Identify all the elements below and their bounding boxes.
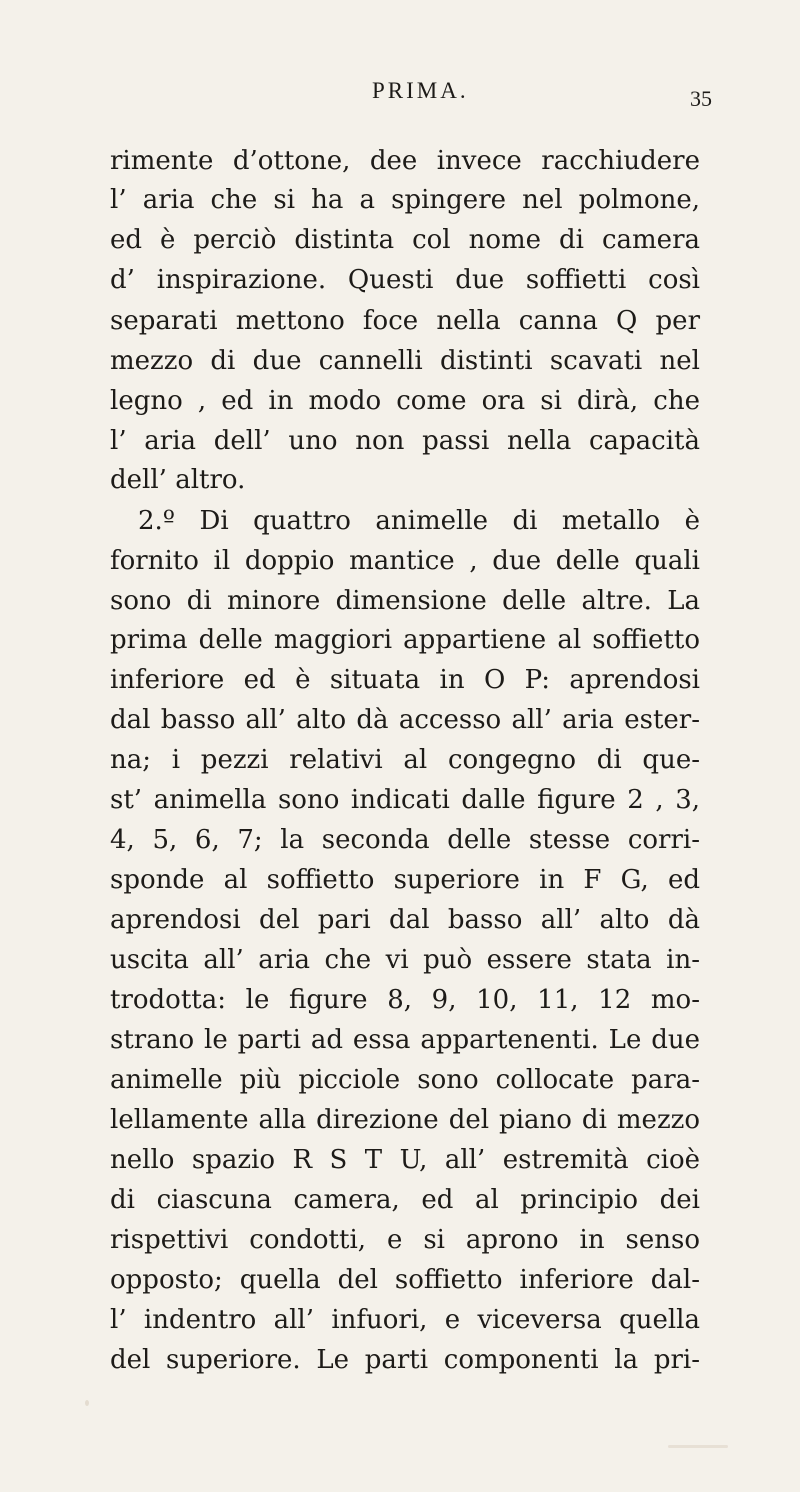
page-number: 35 [690,86,712,111]
text-line: l’ aria che si ha a spingere nel polmone, [110,185,700,215]
text-line: lellamente alla direzione del piano di mezzo [110,1105,700,1135]
text-line: ed è perciò distinta col nome di camera [110,225,700,255]
text-line: separati mettono foce nella canna Q per [110,306,700,336]
text-line: st’ animella sono indicati dalle figure 2 , 3, [110,785,700,815]
text-line: l’ aria dell’ uno non passi nella capacità [110,426,700,456]
text-line: di ciascuna camera, ed al principio dei [110,1185,700,1215]
text-line: na; i pezzi relativi al congegno di que- [110,745,700,775]
text-line: inferiore ed è situata in O P: aprendosi [110,665,700,695]
paper-blemish [668,1445,728,1448]
text-line: dell’ altro. [110,465,246,495]
text-line: legno , ed in modo come ora si dirà, che [110,386,700,416]
text-line: 2.º Di quattro animelle di metallo è [138,506,700,536]
text-line: opposto; quella del soffietto inferiore dal- [110,1265,700,1295]
text-line: 4, 5, 6, 7; la seconda delle stesse corri- [110,825,700,855]
text-line: rimente d’ottone, dee invece racchiudere [110,146,700,176]
text-line: strano le parti ad essa appartenenti. Le due [110,1025,700,1055]
text-line: d’ inspirazione. Questi due soffietti così [110,265,700,295]
text-line: dal basso all’ alto dà accesso all’ aria ester- [110,705,700,735]
running-head [0,78,800,118]
text-line: prima delle maggiori appartiene al soffietto [110,625,700,655]
text-line: animelle più picciole sono collocate para- [110,1065,700,1095]
text-line: del superiore. Le parti componenti la pri- [110,1345,700,1375]
text-line: uscita all’ aria che vi può essere stata in- [110,945,700,975]
running-title: PRIMA. [372,78,469,103]
text-line: nello spazio R S T U, all’ estremità cioè [110,1145,700,1175]
text-line: sponde al soffietto superiore in F G, ed [110,865,700,895]
text-line: fornito il doppio mantice , due delle quali [110,546,700,576]
text-line: mezzo di due cannelli distinti scavati nel [110,346,700,376]
text-line: trodotta: le figure 8, 9, 10, 11, 12 mo- [110,985,700,1015]
paper-blemish [85,1400,89,1406]
text-line: l’ indentro all’ infuori, e viceversa quella [110,1305,700,1335]
text-line: aprendosi del pari dal basso all’ alto dà [110,905,700,935]
text-line: rispettivi condotti, e si aprono in senso [110,1225,700,1255]
text-line: sono di minore dimensione delle altre. La [110,586,700,616]
